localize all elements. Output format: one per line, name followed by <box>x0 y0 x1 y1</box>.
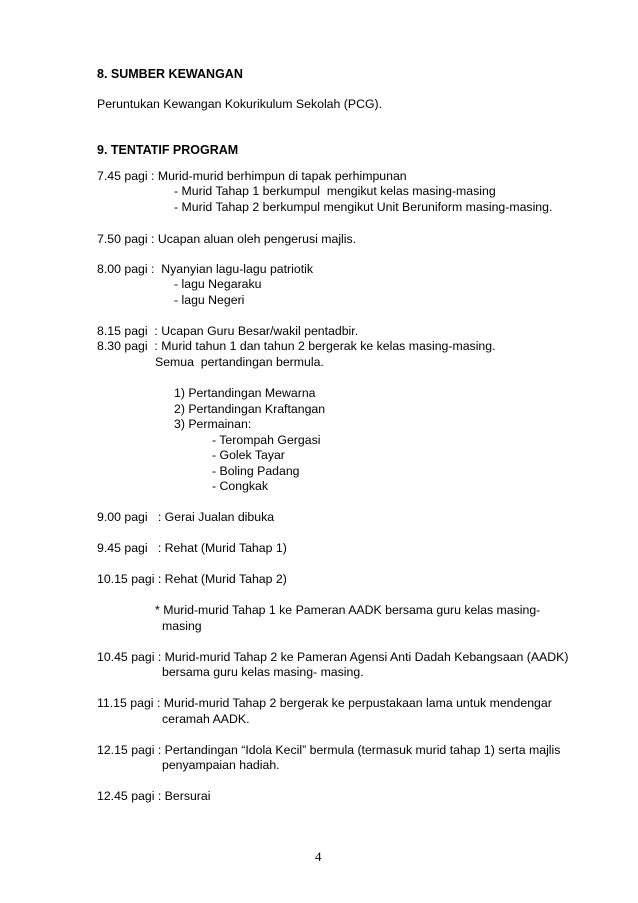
schedule-line: 7.45 pagi : Murid-murid berhimpun di tapak perhimpunan <box>97 169 407 183</box>
section-9-heading: 9. TENTATIF PROGRAM <box>97 143 239 157</box>
game-item: - Boling Padang <box>212 464 300 478</box>
schedule-line: - lagu Negaraku <box>174 277 262 291</box>
page-number: 4 <box>315 849 322 864</box>
schedule-line: - lagu Negeri <box>174 293 245 307</box>
schedule-line: 8.15 pagi : Ucapan Guru Besar/wakil pentadbir. <box>97 324 359 338</box>
schedule-line: 8.00 pagi : Nyanyian lagu-lagu patriotik <box>97 262 314 276</box>
game-item: - Golek Tayar <box>212 448 285 462</box>
schedule-line: 9.00 pagi : Gerai Jualan dibuka <box>97 510 275 524</box>
schedule-line: 8.30 pagi : Murid tahun 1 dan tahun 2 bergerak ke kelas masing-masing. <box>97 339 496 353</box>
competition-item: 2) Pertandingan Kraftangan <box>174 402 326 416</box>
schedule-line: - Murid Tahap 1 berkumpul mengikut kelas masing-masing <box>174 184 496 198</box>
schedule-line: 9.45 pagi : Rehat (Murid Tahap 1) <box>97 541 287 555</box>
schedule-line: ceramah AADK. <box>162 712 250 726</box>
schedule-line: penyampaian hadiah. <box>162 758 280 772</box>
schedule-note: masing <box>162 619 202 633</box>
schedule-line: bersama guru kelas masing- masing. <box>162 665 364 679</box>
schedule-line: 7.50 pagi : Ucapan aluan oleh pengerusi majlis. <box>97 232 357 246</box>
schedule-line: Semua pertandingan bermula. <box>155 355 324 369</box>
section-8-text: Peruntukan Kewangan Kokurikulum Sekolah (PCG). <box>97 97 383 111</box>
schedule-line: 10.45 pagi : Murid-murid Tahap 2 ke Pameran Agensi Anti Dadah Kebangsaan (AADK) <box>97 650 569 664</box>
competition-item: 1) Pertandingan Mewarna <box>174 386 316 400</box>
competition-item: 3) Permainan: <box>174 417 252 431</box>
schedule-line: - Murid Tahap 2 berkumpul mengikut Unit Beruniform masing-masing. <box>174 200 553 214</box>
schedule-note: * Murid-murid Tahap 1 ke Pameran AADK bersama guru kelas masing- <box>155 603 541 617</box>
game-item: - Terompah Gergasi <box>212 433 321 447</box>
game-item: - Congkak <box>212 479 269 493</box>
schedule-line: 10.15 pagi : Rehat (Murid Tahap 2) <box>97 572 287 586</box>
schedule-line: 11.15 pagi : Murid-murid Tahap 2 bergerak ke perpustakaan lama untuk mendengar <box>97 696 552 710</box>
schedule-line: 12.15 pagi : Pertandingan “Idola Kecil” bermula (termasuk murid tahap 1) serta majlis <box>97 743 561 757</box>
section-8-heading: 8. SUMBER KEWANGAN <box>97 67 243 81</box>
schedule-line: 12.45 pagi : Bersurai <box>97 789 211 803</box>
